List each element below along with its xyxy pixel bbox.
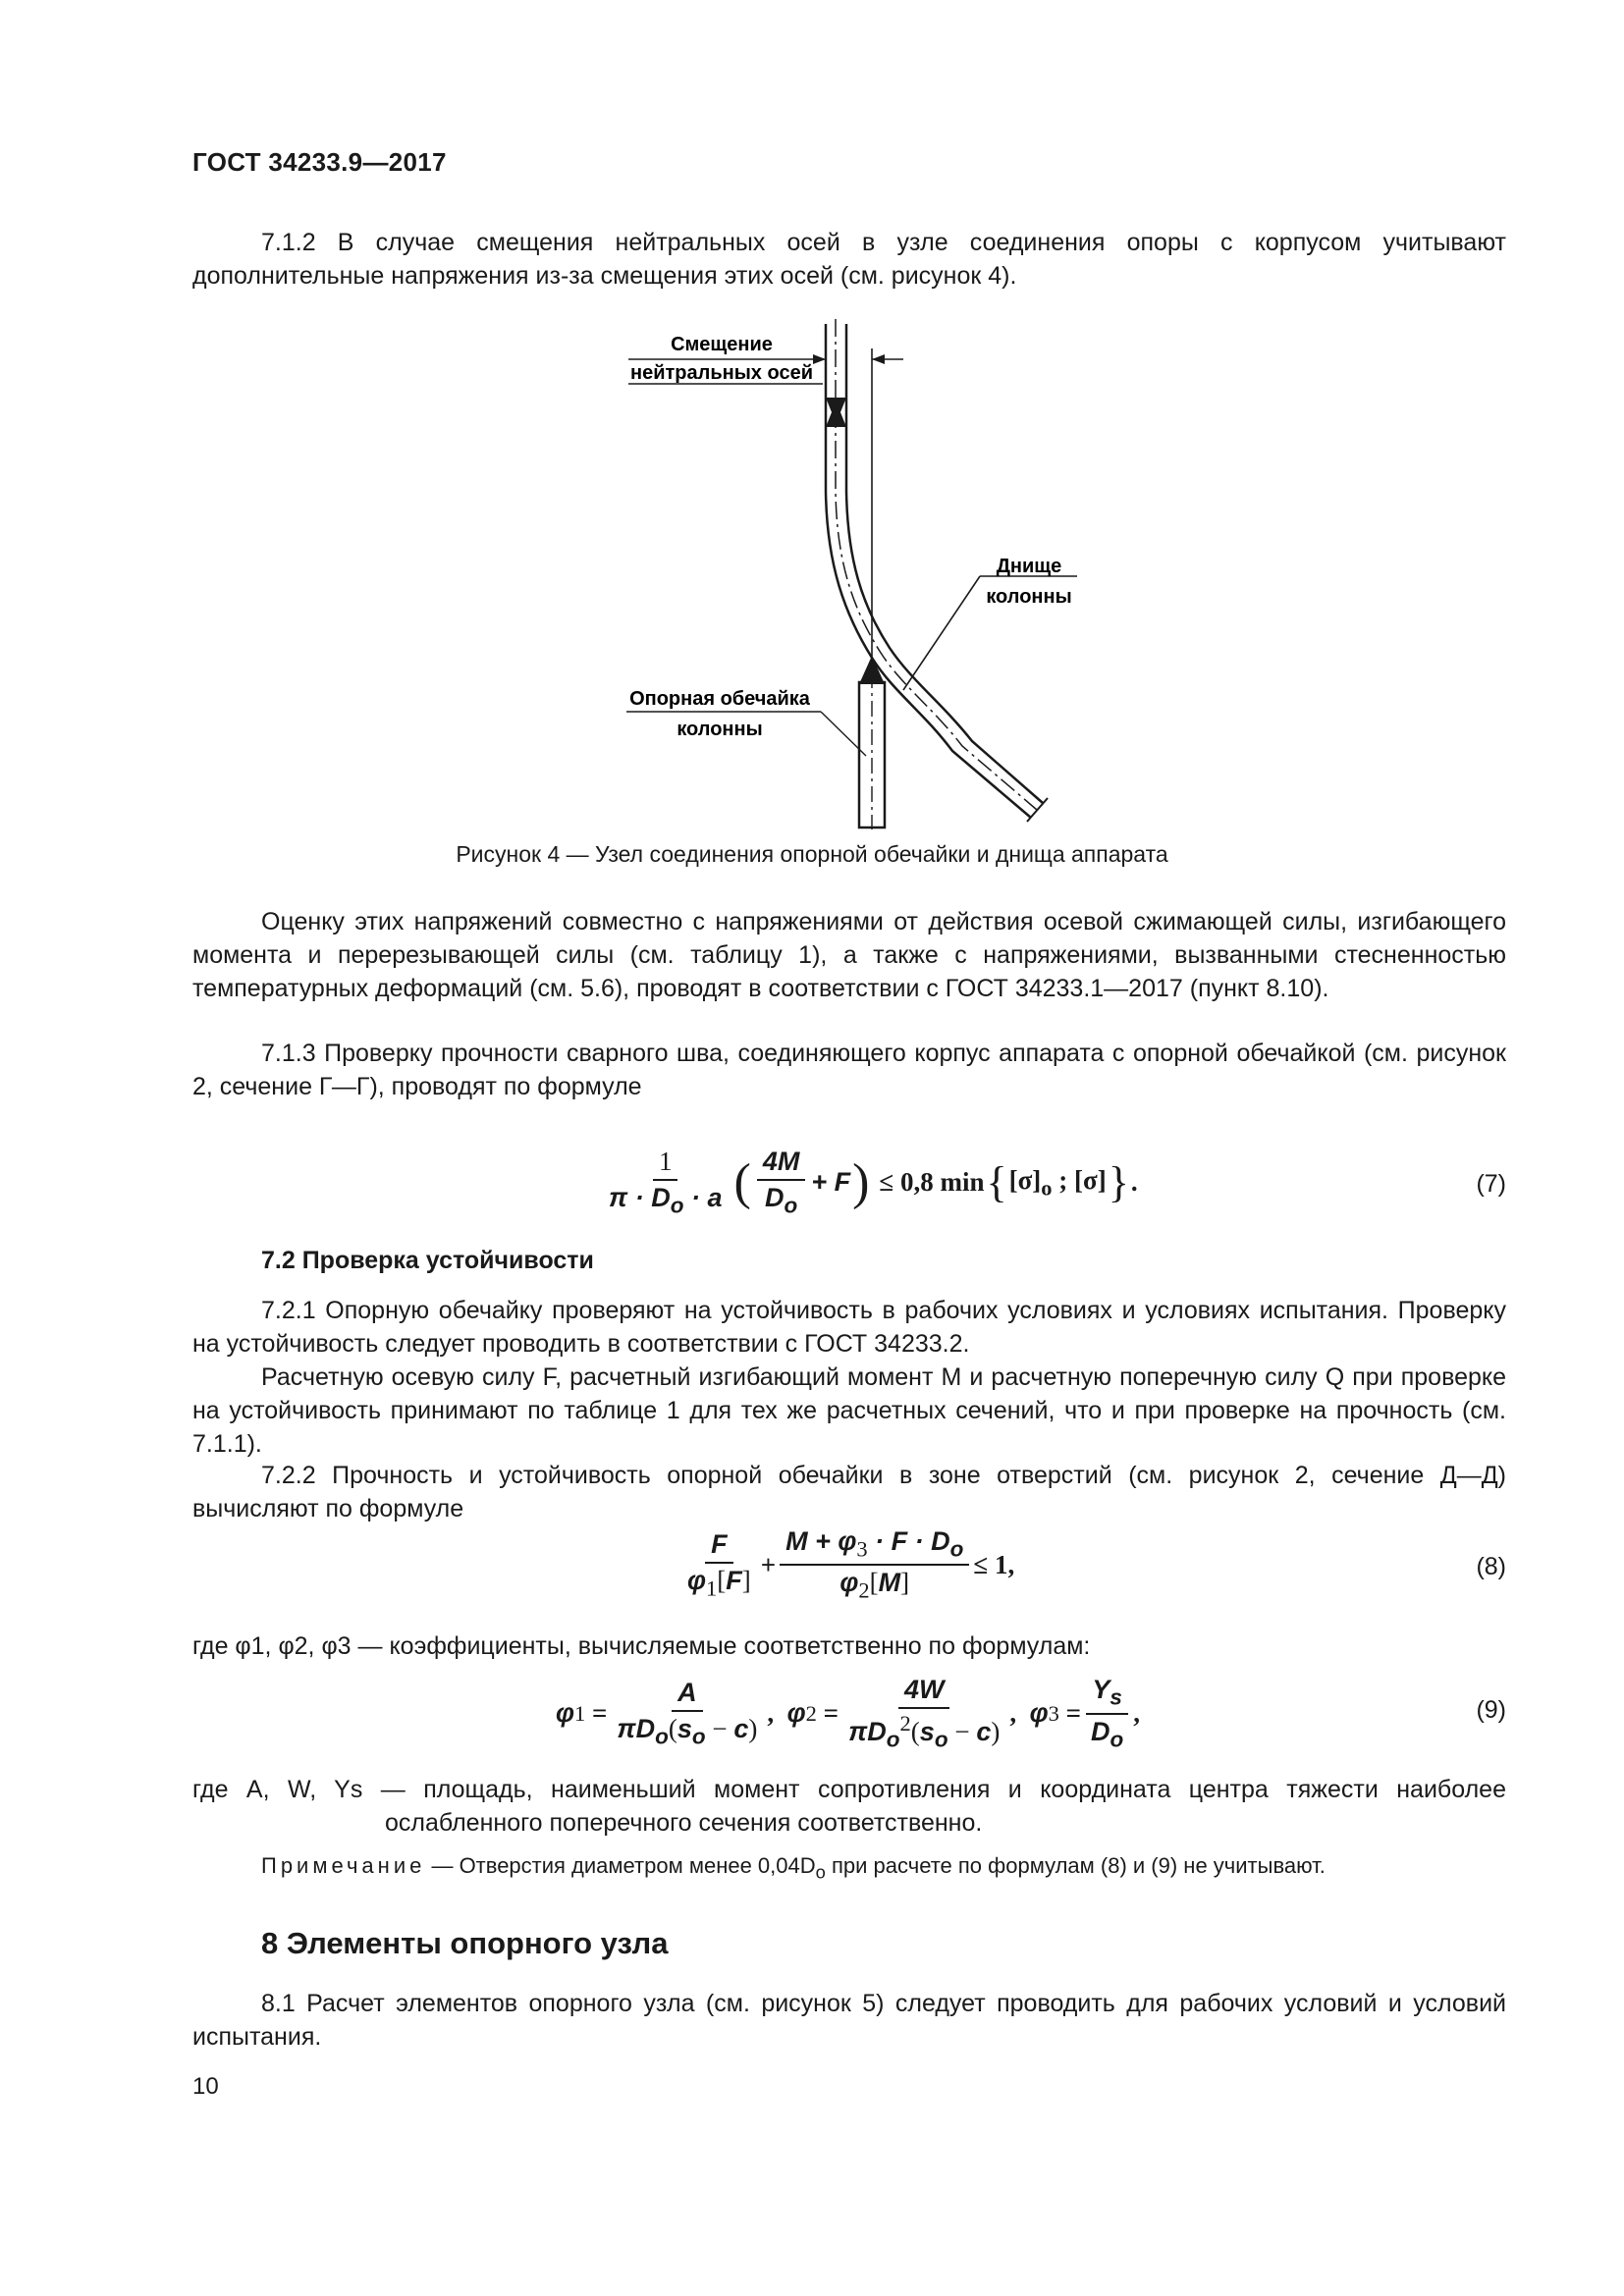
equation-number-7: (7)	[1476, 1170, 1506, 1198]
paragraph-7-2-2: 7.2.2 Прочность и устойчивость опорной обечайки в зоне отверстий (см. рисунок 2, сечение Д—Д) вычисляют по формуле	[192, 1462, 1506, 1522]
label-offset-line2: нейтральных осей	[630, 362, 813, 384]
paragraph-where-a: где A, W, Ys — площадь, наименьший момент сопротивления и координата центра тяжести наиболее ослабленного поперечного сечения соответственно.	[192, 1776, 1506, 1837]
label-offset-line1: Смещение	[671, 334, 773, 355]
equation-number-8: (8)	[1476, 1553, 1506, 1580]
heading-7-2: 7.2 Проверка устойчивости	[261, 1247, 594, 1274]
formula-7: $\frac{1}{\pi \cdot D_o \cdot a}$ ( $\frac{4M}{D_o}$ + F ) ≤ 0,8 min { $[\sigma]_o$ ; [σ] } .	[609, 1147, 1138, 1218]
note-label: Примечание	[261, 1853, 426, 1878]
paragraph-estimate: Оценку этих напряжений совместно с напряжениями от действия осевой сжимающей силы, изгибающего момента и перерезывающей силы (см. таблицу 1), а также с напряжениями, вызванными стесненностью температурных деформаций (см. 5.6), проводят в соответствии с ГОСТ 34233.1—2017 (пункт 8.10).	[192, 908, 1506, 1002]
paragraph-phi: где φ1, φ2, φ3 — коэффициенты, вычисляемые соответственно по формулам:	[192, 1632, 1091, 1660]
note-tail: при расчете по формулам (8) и (9) не учитывают.	[825, 1853, 1326, 1878]
formula-9: φ 1 = $\frac{A}{\pi D_o(s_o - c)}$ , φ 2 = $\frac{4W}{\pi D_o^2(s_o - c)}$ , φ 3 = $\frac{Y_s}{D_o}$ ,	[556, 1675, 1140, 1752]
heading-8: 8 Элементы опорного узла	[261, 1926, 669, 1960]
formula-8: $\frac{F}{\varphi_1[F]}$ + $\frac{M + \varphi_3 \cdot F \cdot D_o}{\varphi_2[M]}$ ≤ 1,	[687, 1526, 1015, 1603]
paragraph-forces: Расчетную осевую силу F, расчетный изгибающий момент M и расчетную поперечную силу Q при проверке на устойчивость принимают по таблице 1 для тех же расчетных сечений, что и при проверке на прочность (см. 7.1.1).	[192, 1363, 1506, 1458]
page-number: 10	[192, 2073, 219, 2100]
label-bottom-line1: Днище	[996, 556, 1062, 577]
figure-caption: Рисунок 4 — Узел соединения опорной обечайки и днища аппарата	[456, 841, 1168, 867]
note-text: — Отверстия диаметром менее 0,04D	[425, 1853, 816, 1878]
figure-4-diagram	[609, 319, 1080, 829]
paragraph-8-1: 8.1 Расчет элементов опорного узла (см. рисунок 5) следует проводить для рабочих условий и условий испытания.	[192, 1990, 1506, 2051]
paragraph-7-1-3: 7.1.3 Проверку прочности сварного шва, соединяющего корпус аппарата с опорной обечайкой (см. рисунок 2, сечение Г—Г), проводят по формуле	[192, 1040, 1506, 1100]
label-shell-line2: колонны	[677, 719, 763, 740]
label-bottom-line2: колонны	[986, 586, 1072, 608]
paragraph-7-1-2: 7.1.2 В случае смещения нейтральных осей в узле соединения опоры с корпусом учитывают дополнительные напряжения из-за смещения этих осей (см. рисунок 4).	[192, 229, 1506, 290]
equation-number-9: (9)	[1476, 1696, 1506, 1724]
document-header: ГОСТ 34233.9—2017	[192, 147, 447, 177]
paragraph-7-2-1: 7.2.1 Опорную обечайку проверяют на устойчивость в рабочих условиях и условиях испытания. Проверку на устойчивость следует проводить в соответствии с ГОСТ 34233.2.	[192, 1297, 1506, 1358]
note-sub: o	[815, 1861, 826, 1883]
note	[261, 1853, 1506, 1883]
label-shell-line1: Опорная обечайка	[629, 688, 810, 710]
